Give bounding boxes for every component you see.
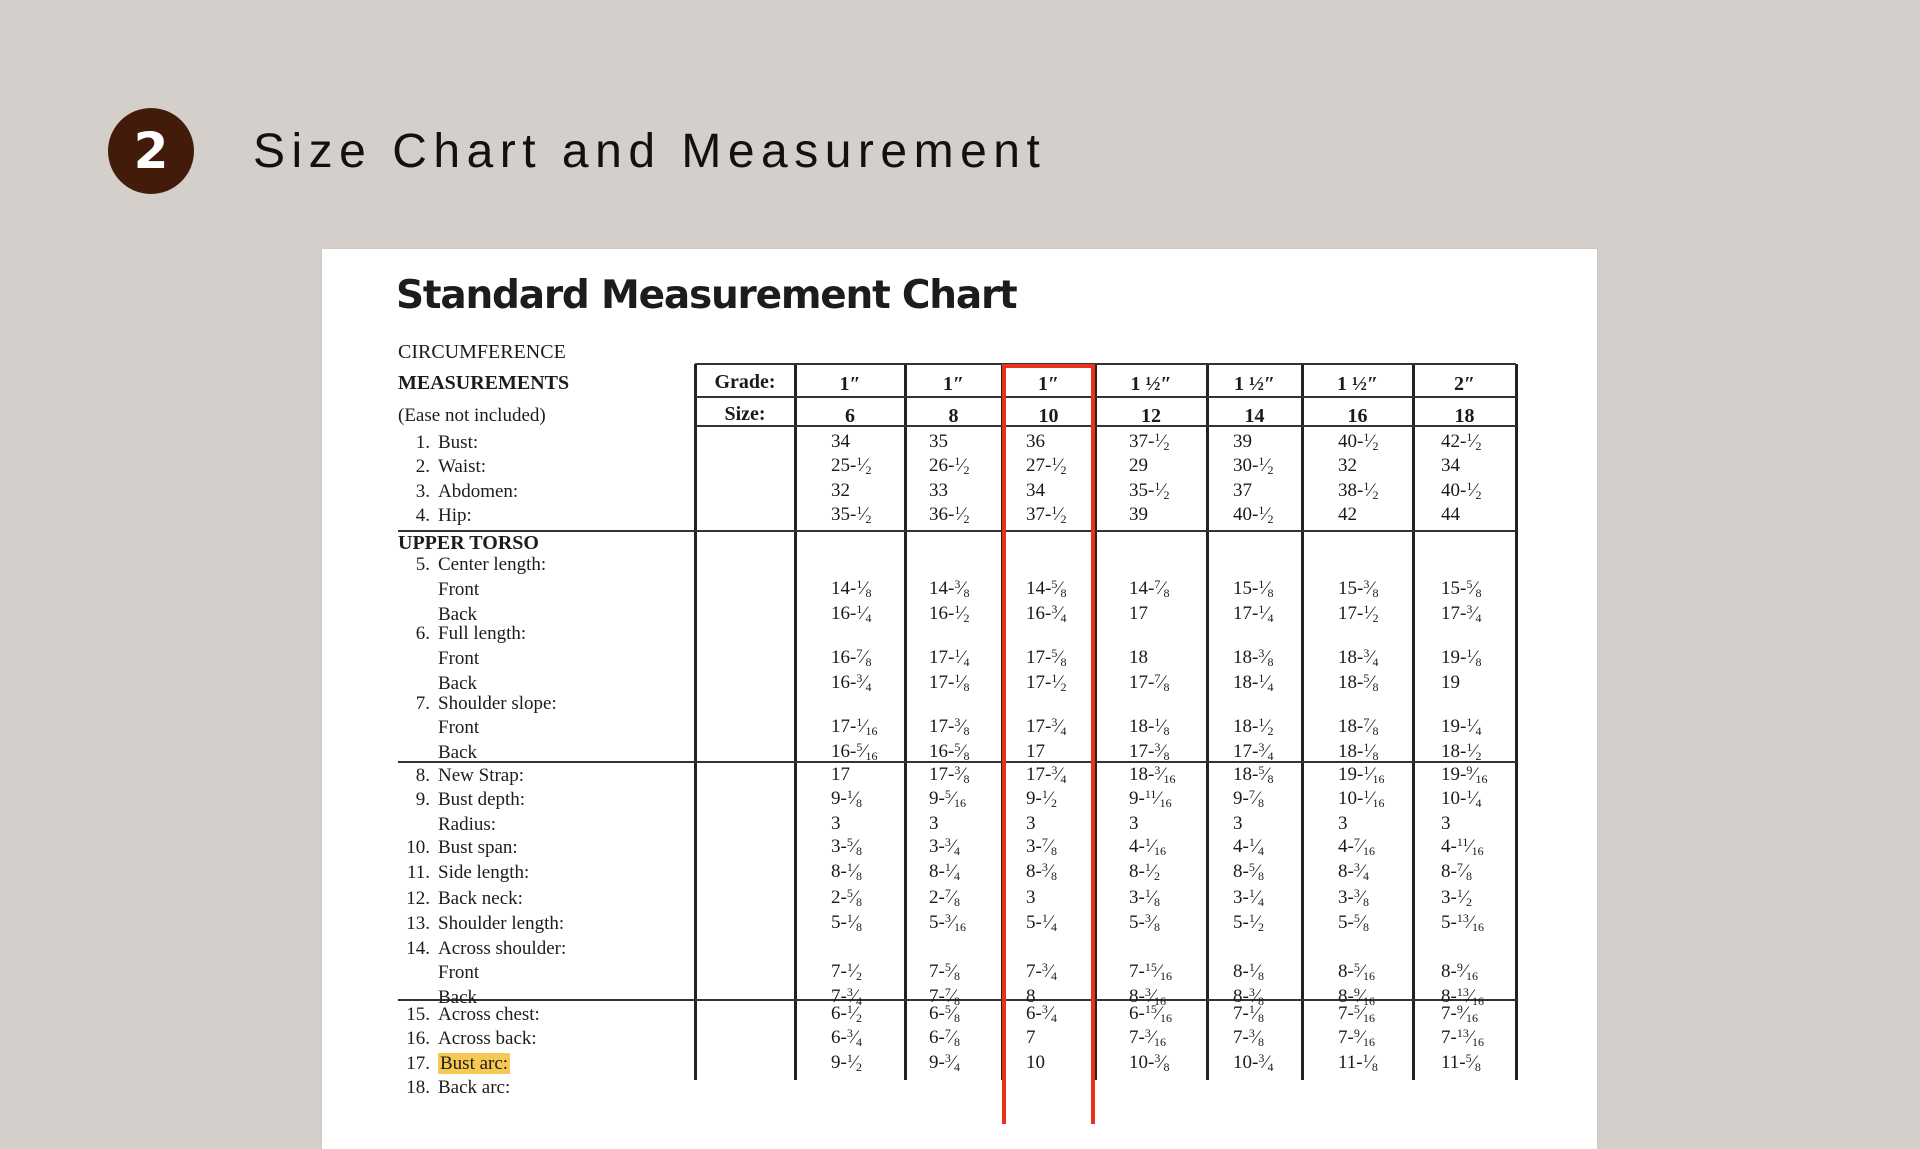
section-heading-upper-torso: UPPER TORSO: [398, 532, 539, 554]
row-label: Full length:: [438, 623, 527, 644]
measurement-value: $11-^1⁄_8$: [1338, 1051, 1378, 1074]
measurement-value: $7-^3⁄_4$: [831, 985, 863, 1008]
row-number: 1.: [415, 432, 430, 453]
measurement-value: $10-^1⁄_{16}$: [1338, 787, 1385, 810]
measurement-value: 3: [831, 813, 841, 834]
measurement-value: $18-^5⁄_8$: [1338, 671, 1379, 694]
measurement-value: $5-^1⁄_4$: [1026, 911, 1058, 934]
measurement-value: $3-^5⁄_8$: [831, 835, 863, 858]
row-label: Back neck:: [438, 888, 523, 909]
measurement-value: $11-^5⁄_8$: [1441, 1051, 1481, 1074]
measurement-row-label: [398, 480, 518, 504]
measurement-value: 3: [1338, 813, 1348, 834]
row-label: Across chest:: [438, 1004, 540, 1025]
measurement-row-label: [398, 1076, 510, 1100]
measurement-row-label: [398, 741, 477, 765]
row-number: 3.: [415, 481, 430, 502]
measurement-value: 44: [1441, 504, 1460, 525]
measurement-value: $17-^3⁄_4$: [1441, 602, 1482, 625]
size-value[interactable]: 10: [1038, 405, 1059, 427]
measurement-row-label: [398, 578, 479, 602]
measurement-value: $10-^3⁄_4$: [1233, 1051, 1274, 1074]
measurement-value: $17-^3⁄_4$: [1026, 763, 1067, 786]
measurement-value: $8-^1⁄_2$: [1129, 860, 1161, 883]
grade-value: 1 ½″: [1336, 373, 1379, 395]
table-column-border: [1301, 364, 1304, 1080]
measurement-value: $18-^7⁄_8$: [1338, 715, 1379, 738]
measurement-value: $17-^3⁄_4$: [1233, 740, 1274, 763]
measurement-value: $3-^3⁄_4$: [929, 835, 961, 858]
measurement-value: $19-^1⁄_4$: [1441, 715, 1482, 738]
measurement-value: $7-^9⁄_{16}$: [1338, 1026, 1376, 1049]
measurement-value: $16-^3⁄_4$: [1026, 602, 1067, 625]
size-value[interactable]: 12: [1141, 405, 1161, 427]
measurement-value: $30-^1⁄_2$: [1233, 454, 1274, 477]
measurement-value: $8-^1⁄_4$: [929, 860, 961, 883]
row-label: Back arc:: [438, 1077, 511, 1098]
measurement-value: $8-^9⁄_{16}$: [1441, 960, 1479, 983]
measurement-row-label: [398, 764, 524, 788]
row-label: Back: [438, 673, 478, 694]
row-number: 12.: [406, 888, 430, 909]
size-label: Size:: [724, 403, 766, 425]
measurement-value: $8-^1⁄_8$: [1233, 960, 1265, 983]
measurement-value: 36: [1026, 431, 1045, 452]
measurement-value: $40-^1⁄_2$: [1441, 479, 1482, 502]
measurement-value: $9-^5⁄_{16}$: [929, 787, 967, 810]
row-number: 15.: [406, 1004, 430, 1025]
measurement-value: $7-^{15}⁄_{16}$: [1129, 960, 1173, 983]
measurement-value: $2-^7⁄_8$: [929, 886, 961, 909]
measurement-value: 29: [1129, 455, 1148, 476]
row-number: 10.: [406, 837, 430, 858]
measurement-value: $25-^1⁄_2$: [831, 454, 872, 477]
measurement-row-label: [398, 553, 546, 577]
measurement-value: $4-^{11}⁄_{16}$: [1441, 835, 1484, 858]
grade-value: 1″: [839, 373, 861, 395]
measurement-value: $27-^1⁄_2$: [1026, 454, 1067, 477]
measurement-value: $6-^3⁄_4$: [831, 1026, 863, 1049]
row-label: Back: [438, 987, 478, 1008]
row-label: Bust depth:: [438, 789, 526, 810]
ease-note: (Ease not included): [398, 405, 546, 426]
measurement-value: $18-^1⁄_2$: [1441, 740, 1482, 763]
measurement-value: $26-^1⁄_2$: [929, 454, 970, 477]
row-label: Side length:: [438, 862, 530, 883]
measurement-value: $8-^3⁄_8$: [1233, 985, 1265, 1008]
measurement-value: $4-^1⁄_4$: [1233, 835, 1265, 858]
document-title: Standard Measurement Chart: [396, 273, 1017, 318]
measurement-row-label: [398, 861, 529, 885]
row-label: New Strap:: [438, 765, 525, 786]
row-number: 16.: [406, 1028, 430, 1049]
measurement-value: $7-^7⁄_8$: [929, 985, 961, 1008]
measurement-value: $7-^{13}⁄_{16}$: [1441, 1026, 1485, 1049]
grade-value: 1″: [1037, 373, 1060, 395]
measurement-value: $3-^7⁄_8$: [1026, 835, 1058, 858]
row-number: 6.: [415, 623, 430, 644]
measurement-value: 18: [1129, 647, 1148, 668]
measurement-row-label: [398, 813, 496, 837]
measurement-value: 3: [929, 813, 939, 834]
measurement-value: $7-^5⁄_{16}$: [1338, 1002, 1376, 1025]
table-header-border: [695, 363, 1516, 365]
row-label: Front: [438, 648, 480, 669]
measurement-value: $6-^5⁄_8$: [929, 1002, 961, 1025]
measurement-value: $18-^3⁄_4$: [1338, 646, 1379, 669]
measurement-value: $35-^1⁄_2$: [1129, 479, 1170, 502]
measurement-value: $19-^9⁄_{16}$: [1441, 763, 1488, 786]
measurement-value: $4-^7⁄_{16}$: [1338, 835, 1376, 858]
measurement-value: $7-^1⁄_8$: [1233, 1002, 1265, 1025]
measurement-value: $10-^1⁄_4$: [1441, 787, 1482, 810]
row-label: Back: [438, 604, 478, 625]
measurement-row-label: [398, 716, 479, 740]
measurement-value: $8-^1⁄_8$: [831, 860, 863, 883]
measurement-value: $18-^1⁄_4$: [1233, 671, 1274, 694]
measurement-value: $10-^3⁄_8$: [1129, 1051, 1170, 1074]
measurement-value: 3: [1233, 813, 1243, 834]
measurement-value: $9-^1⁄_8$: [831, 787, 863, 810]
row-label: Waist:: [438, 456, 487, 477]
measurement-value: 34: [1026, 480, 1045, 501]
measurement-value: $36-^1⁄_2$: [929, 503, 970, 526]
measurement-value: $37-^1⁄_2$: [1026, 503, 1067, 526]
measurement-value: $7-^5⁄_8$: [929, 960, 961, 983]
measurement-value: $5-^1⁄_8$: [831, 911, 863, 934]
measurement-row-label: [398, 692, 557, 716]
measurement-value: $38-^1⁄_2$: [1338, 479, 1379, 502]
step-number-badge: [108, 108, 194, 194]
measurement-value: $17-^3⁄_8$: [1129, 740, 1170, 763]
measurement-value: 8: [1026, 986, 1036, 1007]
measurement-value: $5-^1⁄_2$: [1233, 911, 1265, 934]
grade-label: Grade:: [714, 371, 776, 393]
table-column-border: [1412, 364, 1415, 1080]
measurement-value: $40-^1⁄_2$: [1233, 503, 1274, 526]
measurement-value: $8-^5⁄_{16}$: [1338, 960, 1376, 983]
measurement-value: $40-^1⁄_2$: [1338, 430, 1379, 453]
row-number: 18.: [406, 1077, 430, 1098]
measurement-value: 42: [1338, 504, 1357, 525]
measurement-value: $17-^3⁄_8$: [929, 763, 970, 786]
measurement-value: $5-^3⁄_{16}$: [929, 911, 967, 934]
table-column-border: [1515, 364, 1518, 1080]
measurement-value: $9-^1⁄_2$: [831, 1051, 863, 1074]
measurement-value: $8-^3⁄_{16}$: [1129, 985, 1167, 1008]
measurement-value: 32: [831, 480, 850, 501]
measurement-value: $3-^1⁄_2$: [1441, 886, 1473, 909]
measurement-value: $8-^3⁄_8$: [1026, 860, 1058, 883]
measurement-value: 39: [1129, 504, 1148, 525]
row-number: 14.: [406, 938, 430, 959]
measurement-value: $8-^{13}⁄_{16}$: [1441, 985, 1485, 1008]
measurement-value: $19-^1⁄_8$: [1441, 646, 1482, 669]
measurement-value: $8-^9⁄_{16}$: [1338, 985, 1376, 1008]
row-number: 5.: [415, 554, 430, 575]
measurement-value: $16-^5⁄_8$: [929, 740, 970, 763]
row-label: Back: [438, 742, 478, 763]
measurement-value: $9-^1⁄_2$: [1026, 787, 1058, 810]
row-label: Bust arc:: [440, 1053, 509, 1074]
row-label: Across back:: [438, 1028, 537, 1049]
measurement-value: 3: [1441, 813, 1451, 834]
measurement-row-label: [398, 1003, 540, 1027]
row-number: 13.: [406, 913, 430, 934]
measurement-value: $5-^5⁄_8$: [1338, 911, 1370, 934]
measurement-value: 34: [831, 431, 850, 452]
measurement-value: 3: [1026, 813, 1036, 834]
measurement-value: 39: [1233, 431, 1252, 452]
row-number: 7.: [415, 693, 430, 714]
measurement-value: $18-^3⁄_8$: [1233, 646, 1274, 669]
grade-value: 1 ½″: [1130, 373, 1172, 395]
measurement-value: $16-^7⁄_8$: [831, 646, 872, 669]
row-number: 4.: [415, 505, 430, 526]
table-header-border: [695, 396, 1516, 398]
measurement-value: 33: [929, 480, 948, 501]
measurement-value: 19: [1441, 672, 1460, 693]
measurement-value: $18-^1⁄_2$: [1233, 715, 1274, 738]
measurement-value: $17-^3⁄_4$: [1026, 715, 1067, 738]
size-value[interactable]: 6: [845, 405, 855, 427]
measurement-value: $3-^3⁄_8$: [1338, 886, 1370, 909]
section-heading-measurements: MEASUREMENTS: [398, 372, 570, 394]
measurement-value: $17-^1⁄_2$: [1338, 602, 1379, 625]
measurement-value: $7-^3⁄_8$: [1233, 1026, 1265, 1049]
measurement-value: $15-^1⁄_8$: [1233, 577, 1274, 600]
measurement-value: $7-^9⁄_{16}$: [1441, 1002, 1479, 1025]
measurement-value: 3: [1026, 887, 1036, 908]
measurement-value: $5-^{13}⁄_{16}$: [1441, 911, 1485, 934]
row-number: 9.: [415, 789, 430, 810]
row-label: Shoulder length:: [438, 913, 565, 934]
row-label: Front: [438, 579, 480, 600]
measurement-value: 17: [1026, 741, 1045, 762]
measurement-value: 3: [1129, 813, 1139, 834]
measurement-value: $7-^3⁄_{16}$: [1129, 1026, 1167, 1049]
measurement-value: $17-^3⁄_8$: [929, 715, 970, 738]
grade-value: 1 ½″: [1233, 373, 1276, 395]
measurement-value: $17-^1⁄_2$: [1026, 671, 1067, 694]
row-label: Radius:: [438, 814, 497, 835]
measurement-value: $3-^1⁄_4$: [1233, 886, 1265, 909]
table-column-border: [794, 364, 797, 1080]
measurement-value: 7: [1026, 1027, 1036, 1048]
row-label: Center length:: [438, 554, 547, 575]
measurement-row-label: [398, 1052, 510, 1076]
measurement-value: $35-^1⁄_2$: [831, 503, 872, 526]
measurement-value: $3-^1⁄_8$: [1129, 886, 1161, 909]
size-value[interactable]: 14: [1244, 405, 1265, 427]
measurement-value: $16-^5⁄_{16}$: [831, 740, 878, 763]
grade-value: 2″: [1453, 373, 1476, 395]
grade-value: 1″: [942, 373, 965, 395]
measurement-value: $7-^1⁄_2$: [831, 960, 863, 983]
row-label: Bust:: [438, 432, 479, 453]
measurement-row-label: [398, 887, 523, 911]
measurement-row-label: [398, 788, 525, 812]
measurement-row-label: [398, 836, 518, 860]
measurement-value: $17-^5⁄_8$: [1026, 646, 1067, 669]
step-number: 2: [133, 122, 169, 180]
measurement-value: $18-^5⁄_8$: [1233, 763, 1274, 786]
measurement-value: $7-^3⁄_4$: [1026, 960, 1058, 983]
measurement-value: $8-^7⁄_8$: [1441, 860, 1473, 883]
measurement-value: $6-^7⁄_8$: [929, 1026, 961, 1049]
size-value[interactable]: 18: [1454, 405, 1475, 427]
measurement-value: $6-^3⁄_4$: [1026, 1002, 1058, 1025]
measurement-value: $17-^1⁄_4$: [929, 646, 970, 669]
row-label: Abdomen:: [438, 481, 519, 502]
measurement-value: $2-^5⁄_8$: [831, 886, 863, 909]
measurement-row-label: [398, 961, 479, 985]
row-number: 8.: [415, 765, 430, 786]
row-number: 11.: [406, 862, 430, 883]
row-label: Front: [438, 717, 480, 738]
measurement-value: $17-^1⁄_4$: [1233, 602, 1274, 625]
measurement-value: $17-^1⁄_{16}$: [831, 715, 878, 738]
measurement-value: 10: [1026, 1052, 1045, 1073]
row-label: Hip:: [438, 505, 472, 526]
measurement-row-label: [398, 912, 564, 936]
measurement-value: $18-^1⁄_8$: [1129, 715, 1170, 738]
section-divider: [398, 530, 1516, 532]
measurement-value: $16-^1⁄_4$: [831, 602, 872, 625]
measurement-value: 37: [1233, 480, 1252, 501]
measurement-value: $14-^7⁄_8$: [1129, 577, 1170, 600]
measurement-value: 17: [831, 764, 850, 785]
measurement-value: $14-^5⁄_8$: [1026, 577, 1067, 600]
measurement-row-label: [398, 455, 486, 479]
measurement-value: $14-^1⁄_8$: [831, 577, 872, 600]
measurement-value: $5-^3⁄_8$: [1129, 911, 1161, 934]
measurement-value: $17-^1⁄_8$: [929, 671, 970, 694]
size-value[interactable]: 16: [1347, 405, 1368, 427]
measurement-value: $18-^3⁄_{16}$: [1129, 763, 1176, 786]
measurement-value: $4-^1⁄_{16}$: [1129, 835, 1167, 858]
measurement-row-label: [398, 431, 478, 455]
measurement-row-label: [398, 937, 566, 961]
table-column-border: [904, 364, 907, 1080]
measurement-value: $6-^{15}⁄_{16}$: [1129, 1002, 1173, 1025]
measurement-value: $8-^5⁄_8$: [1233, 860, 1265, 883]
row-number: 2.: [415, 456, 430, 477]
row-number: 17.: [406, 1053, 430, 1074]
measurement-value: $8-^3⁄_4$: [1338, 860, 1370, 883]
measurement-value: 32: [1338, 455, 1357, 476]
measurement-value: $9-^3⁄_4$: [929, 1051, 961, 1074]
measurement-value: $42-^1⁄_2$: [1441, 430, 1482, 453]
measurement-value: $6-^1⁄_2$: [831, 1002, 863, 1025]
measurement-value: $19-^1⁄_{16}$: [1338, 763, 1385, 786]
table-column-border: [694, 364, 697, 1080]
measurement-value: $16-^3⁄_4$: [831, 671, 872, 694]
measurement-value: 34: [1441, 455, 1460, 476]
measurement-row-label: [398, 1027, 537, 1051]
measurement-value: $14-^3⁄_8$: [929, 577, 970, 600]
row-label: Bust span:: [438, 837, 518, 858]
measurement-value: $15-^5⁄_8$: [1441, 577, 1482, 600]
table-column-border: [1206, 364, 1209, 1080]
measurement-value: $16-^1⁄_2$: [929, 602, 970, 625]
measurement-value: 17: [1129, 603, 1148, 624]
selected-size-highlight-box: [1002, 364, 1095, 1124]
measurement-value: 35: [929, 431, 948, 452]
measurement-row-label: [398, 622, 526, 646]
measurement-value: $15-^3⁄_8$: [1338, 577, 1379, 600]
row-label: Front: [438, 962, 480, 983]
measurement-row-label: [398, 504, 472, 528]
section-heading-circumference: CIRCUMFERENCE: [398, 341, 566, 363]
measurement-value: $37-^1⁄_2$: [1129, 430, 1170, 453]
measurement-row-label: [398, 647, 479, 671]
row-label: Across shoulder:: [438, 938, 567, 959]
measurement-value: $9-^7⁄_8$: [1233, 787, 1265, 810]
measurement-value: $9-^{11}⁄_{16}$: [1129, 787, 1172, 810]
row-label: Shoulder slope:: [438, 693, 557, 714]
measurement-value: $17-^7⁄_8$: [1129, 671, 1170, 694]
page-title: Size Chart and Measurement: [253, 125, 1047, 178]
measurement-value: $18-^1⁄_8$: [1338, 740, 1379, 763]
size-value[interactable]: 8: [948, 405, 959, 427]
